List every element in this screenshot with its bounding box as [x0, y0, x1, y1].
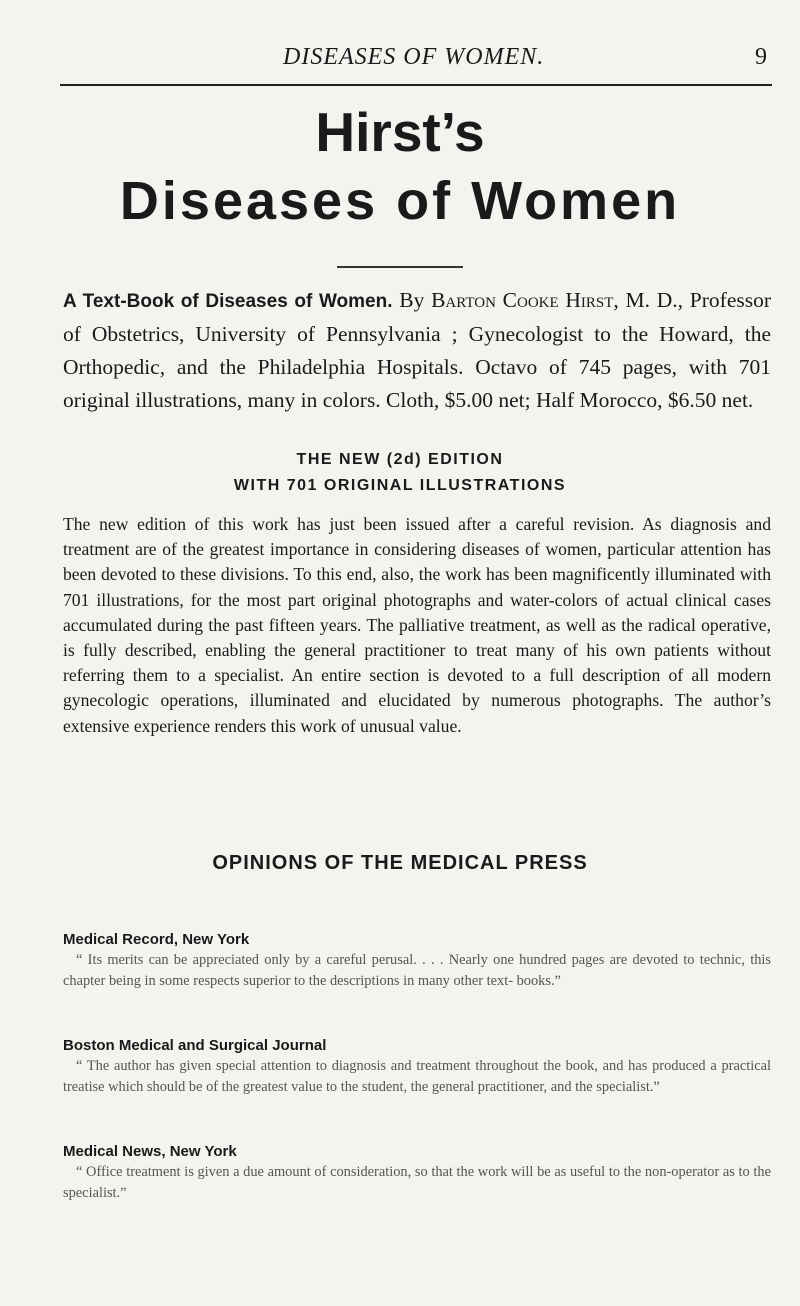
- page-number: 9: [755, 44, 767, 70]
- opinion-quote: “ Its merits can be appreciated only by a careful perusal. . . . Nearly one hundred pages are devoted to technic, this chapter being in some respects superior to the descriptions in many other text- books.”: [63, 952, 771, 989]
- opinion-source: Medical News, New York: [63, 1143, 237, 1160]
- opinion-item: [63, 1035, 771, 1098]
- edition-line-2: WITH 701 ORIGINAL ILLUSTRATIONS: [233, 477, 567, 494]
- running-title: DISEASES OF WOMEN.: [283, 44, 545, 70]
- opinions-heading: OPINIONS OF THE MEDICAL PRESS: [212, 852, 588, 874]
- title-rule: [337, 266, 463, 268]
- book-title-heading: Diseases of Women: [119, 171, 681, 231]
- header-rule: [60, 84, 772, 86]
- edition-line-1: THE NEW (2d) EDITION: [296, 451, 504, 468]
- book-intro: [63, 284, 771, 417]
- intro-by: By: [392, 288, 432, 312]
- intro-details: M. D., Professor of Obstetrics, University of Pennsylvania ; Gynecologist to the Howard, the Orthopedic, and the Philadelphia Hospitals. Octavo of 745 pages, with 701 original illustrations, many in colors. Cloth, $5.00 net; Half Morocco, $6.50 net.: [63, 288, 772, 412]
- intro-lead: A Text-Book of Diseases of Women.: [63, 291, 393, 312]
- opinion-item: [63, 929, 771, 992]
- opinion-source: Medical Record, New York: [63, 931, 250, 948]
- running-head: [0, 44, 800, 78]
- opinion-quote: “ The author has given special attention to diagnosis and treatment throughout the book, and has produced a practical treatise which should be of the greatest value to the student, the general practitioner, and the specialist.”: [63, 1058, 771, 1095]
- opinion-source: Boston Medical and Surgical Journal: [63, 1037, 327, 1054]
- opinion-quote: “ Office treatment is given a due amount of consideration, so that the work will be as useful to the non-operator as to the specialist.”: [63, 1164, 771, 1201]
- book-author-heading: Hirst’s: [315, 101, 485, 163]
- book-description: The new edition of this work has just been issued after a careful revision. As diagnosis and treatment are of the greatest importance in considering diseases of women, particular attention has been devoted to these divisions. To this end, also, the work has been magnificently illuminated with 701 illustrations, for the most part original photographs and water-colors of actual clinical cases accumulated during the past fifteen years. The palliative treatment, as well as the radical operative, is fully described, enabling the general practitioner to treat many of his own patients without referring them to a specialist. An entire section is devoted to a full description of all modern gynecologic operations, illuminated and elucidated by numerous photographs. The author’s extensive experience renders this work of unusual value.: [63, 514, 771, 736]
- opinion-item: [63, 1141, 771, 1204]
- intro-author-name: Barton Cooke Hirst,: [431, 288, 619, 312]
